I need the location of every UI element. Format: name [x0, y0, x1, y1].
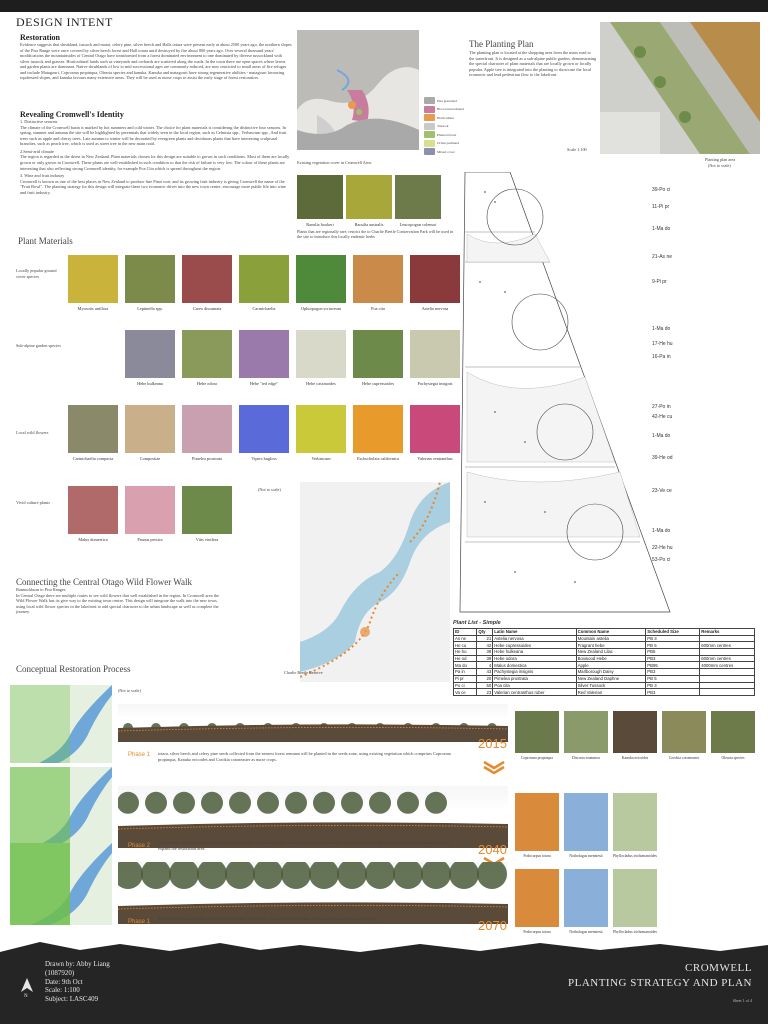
stage-text: totara, silver beech and celery pine seeds collected from the nearest forest remnant will be planted in the seeds zone, using existing vegetation which comprises Coprosma propinqua, Kanuka ericoides and Corokia cotoneaster as nurse crops. — [158, 751, 451, 762]
table-cell: PB3 — [646, 669, 700, 676]
table-row — [454, 669, 755, 676]
stage-plant-photo — [564, 869, 608, 927]
legend-item — [424, 131, 464, 138]
plant-label: Astelia nervosa — [421, 306, 449, 311]
identity-p2: The region is regarded as the driest in New Zealand. Plant materials chosen for this design are suitable to grown in such conditions. Most of them are locally grown or only grown in Cromwell. These plants are well-established in such condition so that the risk of failure is very low. The colour of these plants are interesting that also reflecting strong Cromwell identity, for example Poa Cita which is spread throughout the region. — [20, 154, 290, 171]
legend-label: Tussock — [437, 124, 449, 128]
table-cell: 600mm centres — [700, 642, 755, 649]
plant-label: Leptinella spp. — [137, 306, 163, 311]
top-bar — [0, 0, 768, 12]
process-title: Conceptual Restoration Process — [16, 664, 131, 674]
plan-callout: 17-He hu — [652, 341, 673, 347]
table-cell: PB3 — [646, 655, 700, 662]
table-cell: 39 — [477, 655, 493, 662]
stage-phase: Phase 1 — [128, 752, 151, 758]
stage-plant-label: Kanuka ericoides — [621, 756, 649, 760]
table-cell: Malus domestica — [493, 662, 576, 669]
identity-p1: The climate of the Cromwell basin is marked by hot summers and cold winter. The choice for plant materials is considering the distinctive four seasons. In spring, summer and autumn the site will be highlighted by perennials that widely seen in the local region, such as Celmisia spp., Verbascum spp., And fruit trees such as apple and cherry trees. Late autumn to winter will be decorated by evergreen plants and deciduous plants that have interesting sculptural branches, such as peach tree, which is used as street tree in the new main road. — [20, 124, 287, 147]
table-cell: 50 — [477, 682, 493, 689]
stage-plant-photo — [564, 793, 608, 851]
planting-plan-title: The Planting Plan — [469, 39, 534, 49]
plant-photo — [239, 405, 289, 453]
plan-callout: 1-Ma do — [652, 433, 671, 439]
stage-plant-label: Podocarpus totara — [523, 930, 551, 934]
table-cell: PB 5 — [646, 642, 700, 649]
stage-plant-photo — [613, 869, 657, 927]
plan-callout: 1-Ma do — [652, 226, 671, 232]
planting-plan-drawing — [455, 172, 685, 622]
plan-callout: 11-Pi pr — [652, 204, 670, 210]
group-label-2: Local wild flowers — [16, 430, 49, 435]
plan-callout: 16-Pa in — [652, 354, 671, 360]
table-cell: Va ce — [454, 689, 477, 696]
table-header-cell: Qty — [477, 629, 493, 636]
plant-label: Hebe cupressoides — [361, 381, 395, 386]
table-cell: 43 — [477, 669, 493, 676]
walk-map — [300, 482, 450, 682]
plant-label: Prunus persica — [137, 537, 163, 542]
table-row — [454, 649, 755, 656]
legend-item — [424, 114, 464, 121]
page-title: DESIGN INTENT — [16, 15, 113, 29]
restoration-map — [10, 843, 112, 925]
aerial-caption: Planting plan area — [705, 157, 736, 162]
plant-label: Compositae — [139, 456, 161, 461]
table-cell: He cu — [454, 642, 477, 649]
table-cell: Boxwood Hebe — [576, 655, 646, 662]
identity-p2-title: 2.Semi-arid climate — [20, 148, 54, 154]
planting-plan-text: The planting plan is located at the shopping area from the main road to the waterfront. It is designed as a sub-alpine public garden, demonstrating the special character of plant materials that are locally grown or locally popular. Apple tree is integrated into the planting to showcase the local economic and lead pedestrian flow to the lakefront. — [469, 50, 597, 78]
table-cell: New Zealand Daphne — [576, 675, 646, 682]
plant-photo — [125, 255, 175, 303]
stage-plant-photo — [564, 711, 608, 753]
table-cell: 21 — [477, 635, 493, 642]
table-cell: Red Valerian — [576, 689, 646, 696]
legend-label: Horticulture — [437, 115, 455, 120]
legend-label: Planted forest — [437, 132, 457, 137]
plant-label: Vipers bugloss — [251, 456, 277, 461]
stage-plant-label: Podocarpus totara — [523, 854, 551, 858]
table-cell — [700, 669, 755, 676]
legend-label: Urban parkland — [437, 141, 459, 145]
walk-title: Connecting the Central Otago Wild Flower Walk — [16, 577, 193, 587]
legend-swatch — [424, 131, 435, 138]
table-header-cell: ID — [454, 629, 477, 636]
photo-leucopogon — [395, 175, 441, 219]
walk-subtitle: Bannockburn to Pisa Ranges — [16, 587, 66, 592]
legend-swatch — [424, 148, 435, 155]
table-cell: PB95 — [646, 662, 700, 669]
plant-label: Myosotis uniflora — [77, 306, 109, 311]
plant-photo — [239, 330, 289, 378]
footer-title-2: PLANTING STRATEGY AND PLAN — [567, 977, 752, 989]
plant-photo — [353, 330, 403, 378]
stage-plant-label: Coprosma propinqua — [521, 756, 553, 760]
table-cell: Pi pr — [454, 675, 477, 682]
plant-label: Carmichaelia compacta — [72, 456, 114, 461]
legend-label: Brown tussockland — [437, 107, 464, 111]
identity-p3-title: 3. Wine and fruit industry — [20, 173, 65, 179]
walk-text: In Central Otago there are multiple routes to see wild flowers that well established in the region. In Cromwell area the Wild Flower Walk has its give way to the existing town centre. This design will integrate the walk into the new town, using local wild flower species in the lakefront to add special character to the urban landscape as well as complete the journey. — [16, 592, 219, 615]
legend-label: Mixed cover — [437, 149, 455, 154]
legend-swatch — [424, 123, 435, 130]
plant-label: Hebe odora — [197, 381, 217, 386]
plant-label: Ophiopogon scriaceum — [301, 306, 341, 311]
plant-photo — [125, 486, 175, 534]
table-header-cell: Remarks — [700, 629, 755, 636]
plant-label: Vitis vinifera — [195, 537, 219, 542]
table-cell: 39 — [477, 649, 493, 656]
stage-plant-photo — [515, 711, 559, 753]
table-cell: Hebe hulkeana — [493, 649, 576, 656]
table-row — [454, 682, 755, 689]
plan-callout: 42-He cu — [652, 414, 673, 420]
table-header-cell: Common Name — [576, 629, 646, 636]
stage-plant-photo — [711, 711, 755, 753]
stage-plant-photo — [515, 869, 559, 927]
plan-callout: 22-He hu — [652, 545, 673, 551]
plant-label: Poa cita — [371, 306, 385, 311]
section-drawing — [118, 862, 508, 924]
plant-label: Carex dissumata — [192, 306, 222, 311]
table-cell: As ne — [454, 635, 477, 642]
stage-plant-photo — [515, 793, 559, 851]
plant-photo — [410, 255, 460, 303]
restoration-map — [10, 767, 112, 845]
plan-callout: 53-Po ci — [652, 557, 671, 563]
table-cell: Apple — [576, 662, 646, 669]
stage-text: Totara canopies reach higher than silver beech and celery pines, restoration area continue to expand repeating the same process. — [158, 916, 378, 921]
group-label-3: Vivid culture plants — [16, 500, 50, 505]
table-cell: 42 — [477, 642, 493, 649]
table-cell — [700, 689, 755, 696]
aerial-plan-image — [600, 22, 760, 154]
table-cell — [700, 675, 755, 682]
plant-label: Pachystegia insignis — [417, 381, 453, 386]
footer-id: (1087920) — [45, 968, 75, 977]
table-cell — [700, 649, 755, 656]
footer-date: Date: 9th Oct — [45, 977, 83, 986]
footer-subject: Subject: LASC409 — [45, 995, 99, 1003]
table-cell: Silver Tussock — [576, 682, 646, 689]
plant-photo — [296, 330, 346, 378]
legend-label: Pisa grassland — [437, 98, 457, 103]
table-cell: Pimelea prostrata — [493, 675, 576, 682]
table-row — [454, 675, 755, 682]
table-cell: He od — [454, 655, 477, 662]
chevron-down-icon — [482, 760, 506, 774]
plant-photo — [68, 405, 118, 453]
table-cell: 4 — [477, 662, 493, 669]
stage-year: 2040 — [478, 842, 507, 857]
plan-callout: 27-Po in — [652, 404, 671, 410]
legend-item — [424, 148, 464, 155]
table-cell: Po ci — [454, 682, 477, 689]
table-cell: Hebe cupressoides — [493, 642, 576, 649]
vegetation-legend — [424, 97, 464, 157]
plant-photo — [182, 330, 232, 378]
stage-plant-label: Olearia species — [721, 756, 745, 760]
group-label-0: Locally popular ground cover species — [16, 268, 57, 279]
table-cell — [700, 635, 755, 642]
table-cell: Astelia nervosa — [493, 635, 576, 642]
table-header-cell: Latin Name — [493, 629, 576, 636]
plant-photo — [353, 255, 403, 303]
plant-photo — [353, 405, 403, 453]
restoration-text: Evidence suggests that shrubland, tussock and matai, celery pine, silver beech and Halls totara were present early at about 2500 years ago, the northern slopes of the Pisa Range were once covered by silver beech forest and Hall totara until destroyed by fire about 800 years ago. Over several thousand years' modifications the mountainsides of Central Otago have transformed from a forest dominated environment to one dominated by diverse tussockland with silver tussock and grasses. Horticultural lands such as vineyards and orchards are scattered along the roads. In the town there are open spaces where lawns and garden plants are dominant. Native shrublands of low to mid successional ages are commonly reduced, are now restricted to small areas of fire refuges and include Matagouri, Coprosma propinqua, Olearia species and kanuka. Kanuka and matagouri have strong regenerative abilities - matagouri favouring topdressed slopes, and kanuka favours many extensive areas. They will be used as nurse crops to assist the early stage of forest restoration. — [20, 42, 292, 81]
plant-photo — [296, 405, 346, 453]
legend-item — [424, 140, 464, 147]
legend-swatch — [424, 114, 435, 121]
table-cell: PB 5 — [646, 675, 700, 682]
table-cell — [700, 682, 755, 689]
plan-callout: 23-Ve ce — [652, 488, 672, 494]
vegetation-map-caption: Existing vegetation cover in Cromwell Area. — [297, 160, 372, 165]
table-cell: PB3 — [646, 689, 700, 696]
restoration-map — [10, 685, 112, 763]
table-row — [454, 689, 755, 696]
stage-plant-label: Nothofagus menziesii — [569, 930, 603, 934]
aerial-note: (Not to scale) — [708, 163, 731, 168]
walk-map-note: (Not to scale) — [258, 487, 281, 492]
table-cell: 20 — [477, 675, 493, 682]
table-cell: Marlborough Daisy — [576, 669, 646, 676]
plant-photo — [125, 330, 175, 378]
legend-swatch — [424, 140, 435, 147]
plant-label: Malus domestica — [78, 537, 108, 542]
legend-swatch — [424, 97, 435, 104]
plant-list-caption: Plant List - Simple — [453, 620, 501, 626]
legend-item — [424, 123, 464, 130]
walk-section — [16, 577, 226, 615]
vegetation-map — [297, 30, 419, 150]
plant-label: Pimelea prostrata — [192, 456, 222, 461]
plant-label: Hebe cassinoides — [306, 381, 336, 386]
table-cell: Pa in — [454, 669, 477, 676]
planting-plan-scale: Scale 1:100 — [567, 147, 587, 152]
table-cell: Pachystegia insignis — [493, 669, 576, 676]
restoration-section — [20, 33, 292, 81]
table-cell: PB 3 — [646, 682, 700, 689]
plant-photo — [68, 486, 118, 534]
footer — [0, 942, 768, 1024]
legend-item — [424, 106, 464, 113]
stage-phase: Phase 2 — [128, 843, 151, 849]
section-drawing — [118, 786, 508, 848]
table-cell: PB 3 — [646, 635, 700, 642]
table-cell: New Zealand Lilac — [576, 649, 646, 656]
plant-label: Eschscholzia californica — [357, 456, 399, 461]
plant-photo — [239, 255, 289, 303]
plan-callout: 1-Ma do — [652, 326, 671, 332]
footer-sheet: Sheet 1 of 4 — [732, 998, 752, 1003]
stage-text: silver beech canopies started to cover and slowly outgrow the nurse crops, totara and celery pine starting to reach 2-5 meters height, more nurse crops are being planted to expand the restoration area. — [158, 840, 451, 851]
footer-scale: Scale: 1:100 — [45, 986, 80, 995]
plant-label: Carmichaelia — [252, 306, 276, 311]
stage-plant-label: Discaria toumatou — [572, 756, 600, 760]
plant-label: Valerian centranthus — [417, 456, 453, 461]
stage-plant-label: Corokia cotoneaster — [668, 756, 700, 760]
stage-plant-label: Nothofagus menziesii — [569, 854, 603, 858]
identity-p1-title: 1. Distinctive seasons — [20, 119, 58, 124]
footer-drawn-by: Drawn by: Abby Liang — [45, 960, 110, 968]
table-cell: 4000mm centres — [700, 662, 755, 669]
table-cell: Valerian centranthus ruber — [493, 689, 576, 696]
plant-photo — [296, 255, 346, 303]
table-cell: Ma do — [454, 662, 477, 669]
table-header-cell: Scheduled Size — [646, 629, 700, 636]
raoulia-label-2: Leucopogon colensoi — [399, 222, 437, 227]
plant-label: Hebe "red edge" — [249, 381, 279, 386]
raoulia-caption: Plants that are regionally rare, restrict the to Charlie Beetle Conservation Park will be used in the site to introduce this locally endemic herbs — [297, 229, 454, 240]
stage-year: 2070 — [478, 918, 507, 933]
table-cell: Poa cita — [493, 682, 576, 689]
table-cell: 23 — [477, 689, 493, 696]
table-header-row — [454, 629, 755, 636]
table-cell: 600mm centres — [700, 655, 755, 662]
table-cell: Hebe odora — [493, 655, 576, 662]
plant-photo — [182, 486, 232, 534]
raoulia-label-0: Raoulia hookeri — [306, 222, 334, 227]
reserve-label: Charlie Beetle Reserve — [284, 670, 323, 675]
plant-label: Verbascum — [311, 456, 331, 461]
table-cell: PB5 — [646, 649, 700, 656]
table-row — [454, 655, 755, 662]
plan-callout: 39-He od — [652, 455, 673, 461]
group-label-1: Sub-alpine garden species — [16, 343, 61, 348]
stage-plant-photo — [662, 711, 706, 753]
table-row — [454, 662, 755, 669]
table-row — [454, 635, 755, 642]
stage-phase: Phase 1 — [128, 919, 151, 925]
legend-swatch — [424, 106, 435, 113]
plant-photo — [125, 405, 175, 453]
restoration-heading: Restoration — [20, 33, 60, 42]
north-label: N — [24, 994, 28, 999]
stage-year: 2015 — [478, 736, 507, 751]
plant-list-table — [453, 628, 755, 696]
section-drawing — [118, 704, 508, 742]
stage-plant-label: Phyllocladus trichomanoides — [613, 854, 657, 858]
table-row — [454, 642, 755, 649]
north-arrow-icon — [20, 978, 34, 994]
stage-plant-photo — [613, 793, 657, 851]
identity-section — [20, 110, 292, 196]
process-note: (Not to scale) — [118, 688, 141, 693]
plant-materials-title: Plant Materials — [18, 236, 73, 246]
stage-plant-label: Phyllocladus trichomanoides — [613, 930, 657, 934]
raoulia-label-1: Raoulia australis — [354, 222, 384, 227]
plan-callout: 1-Ma do — [652, 528, 671, 534]
table-cell: He hu — [454, 649, 477, 656]
legend-item — [424, 97, 464, 104]
plant-photo — [68, 255, 118, 303]
plant-label: Hebe hulkeana — [137, 381, 163, 386]
plan-callout: 21-As ne — [652, 254, 673, 260]
plan-callout: 39-Po ci — [652, 187, 671, 193]
table-cell: Fragrant hebe — [576, 642, 646, 649]
plant-photo — [410, 405, 460, 453]
identity-p3: Cromwell is known as one of the best places in New Zealand to produce fine Pinot noir, and its growing fruit industry is giving Cromwell the name of the "Fruit Bowl". The planting strategy for this design will integrate these two economic driver into the new town centre, encourage more public life into wine and fruit industry. — [20, 178, 286, 195]
footer-title-1: CROMWELL — [685, 962, 752, 974]
identity-heading: Revealing Cromwell's Identity — [20, 110, 124, 119]
photo-raoulia-australis — [346, 175, 392, 219]
plan-callout: 9-Pi pr — [652, 279, 667, 285]
stage-plant-photo — [613, 711, 657, 753]
table-cell: Mountain astelia — [576, 635, 646, 642]
plant-photo — [410, 330, 460, 378]
plant-photo — [182, 255, 232, 303]
plant-photo — [182, 405, 232, 453]
photo-raoulia-hookeri — [297, 175, 343, 219]
